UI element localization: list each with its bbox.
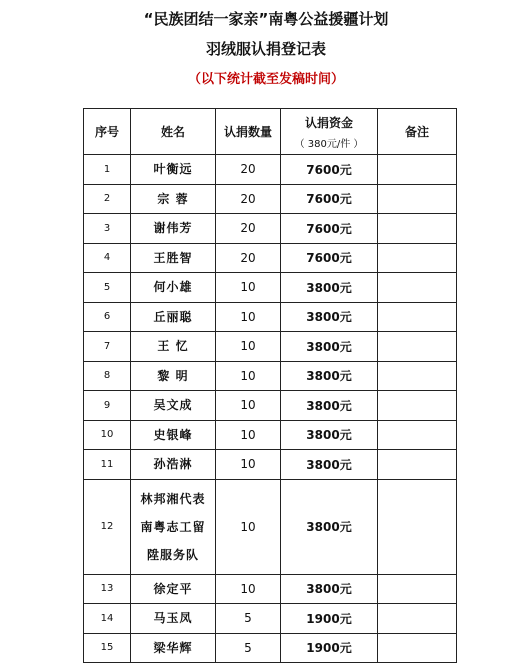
row-index: 3 — [84, 214, 131, 244]
row-quantity: 10 — [216, 302, 281, 332]
row-name-line: 王 忆 — [157, 339, 189, 354]
table-row — [84, 184, 457, 214]
row-amount: 1900元 — [281, 633, 378, 663]
column-header-funds-unit: （ 380元/件 ） — [294, 138, 364, 150]
row-index: 12 — [84, 479, 131, 574]
row-amount: 3800元 — [281, 574, 378, 604]
table-row — [84, 479, 457, 574]
row-name — [131, 361, 216, 391]
row-amount: 3800元 — [281, 391, 378, 421]
column-header-quantity: 认捐数量 — [216, 109, 281, 155]
row-index: 11 — [84, 450, 131, 480]
row-quantity: 10 — [216, 420, 281, 450]
row-index: 5 — [84, 273, 131, 303]
row-name-line: 谢伟芳 — [153, 221, 193, 236]
row-name — [131, 155, 216, 185]
row-remark — [378, 273, 457, 303]
row-name-line: 孙浩淋 — [153, 457, 193, 472]
row-name — [131, 243, 216, 273]
row-index: 13 — [84, 574, 131, 604]
row-amount: 3800元 — [281, 302, 378, 332]
table-row — [84, 420, 457, 450]
row-name-line: 宗 蓉 — [157, 191, 189, 206]
row-name — [131, 332, 216, 362]
column-header-funds-label: 认捐资金 — [304, 115, 353, 130]
row-name-line: 林邦湘代表 — [140, 491, 206, 506]
row-index: 14 — [84, 604, 131, 634]
table-row — [84, 361, 457, 391]
row-index: 1 — [84, 155, 131, 185]
row-name-line: 陞服务队 — [146, 547, 199, 562]
row-quantity: 10 — [216, 574, 281, 604]
row-name-line: 丘丽聪 — [153, 309, 193, 324]
row-amount: 3800元 — [281, 420, 378, 450]
row-name-line: 梁华辉 — [153, 640, 193, 655]
row-name — [131, 184, 216, 214]
row-quantity: 10 — [216, 391, 281, 421]
column-header-funds — [281, 109, 378, 155]
row-quantity: 20 — [216, 184, 281, 214]
row-quantity: 10 — [216, 273, 281, 303]
row-name-line: 王胜智 — [153, 250, 193, 265]
row-index: 9 — [84, 391, 131, 421]
column-header-remark: 备注 — [378, 109, 457, 155]
row-name-line: 史银峰 — [153, 427, 193, 442]
row-quantity: 20 — [216, 243, 281, 273]
table-row — [84, 214, 457, 244]
table-row — [84, 574, 457, 604]
row-name-line: 马玉凤 — [153, 611, 193, 626]
row-quantity: 10 — [216, 450, 281, 480]
row-quantity: 20 — [216, 214, 281, 244]
table-row — [84, 243, 457, 273]
row-name — [131, 214, 216, 244]
row-name-line: 黎 明 — [157, 368, 189, 383]
row-remark — [378, 420, 457, 450]
row-remark — [378, 633, 457, 663]
row-index: 10 — [84, 420, 131, 450]
table-row — [84, 155, 457, 185]
row-name-line: 叶衡远 — [153, 162, 193, 177]
row-quantity: 5 — [216, 604, 281, 634]
table-row — [84, 604, 457, 634]
row-name-line: 吴文成 — [153, 398, 193, 413]
row-name — [131, 273, 216, 303]
table-row — [84, 302, 457, 332]
donation-table — [83, 108, 457, 663]
table-header-row — [84, 109, 457, 155]
table-row — [84, 391, 457, 421]
row-amount: 7600元 — [281, 155, 378, 185]
row-index: 7 — [84, 332, 131, 362]
table-body — [84, 155, 457, 663]
row-name — [131, 479, 216, 574]
row-amount: 3800元 — [281, 273, 378, 303]
document-subtitle: 羽绒服认捐登记表 — [205, 40, 326, 58]
row-amount: 3800元 — [281, 332, 378, 362]
row-remark — [378, 155, 457, 185]
row-name — [131, 633, 216, 663]
row-name-line: 徐定平 — [153, 581, 193, 596]
statistics-note: （以下统计截至发稿时间） — [187, 72, 344, 87]
row-amount: 3800元 — [281, 479, 378, 574]
row-quantity: 20 — [216, 155, 281, 185]
row-remark — [378, 479, 457, 574]
row-index: 4 — [84, 243, 131, 273]
row-remark — [378, 243, 457, 273]
row-remark — [378, 361, 457, 391]
row-index: 6 — [84, 302, 131, 332]
row-amount: 7600元 — [281, 214, 378, 244]
row-remark — [378, 184, 457, 214]
row-name — [131, 391, 216, 421]
row-quantity: 5 — [216, 633, 281, 663]
row-name-line: 南粤志工留 — [140, 519, 206, 534]
row-remark — [378, 574, 457, 604]
row-remark — [378, 332, 457, 362]
row-quantity: 10 — [216, 332, 281, 362]
row-remark — [378, 302, 457, 332]
row-amount: 7600元 — [281, 243, 378, 273]
table-row — [84, 332, 457, 362]
row-remark — [378, 214, 457, 244]
row-amount: 3800元 — [281, 450, 378, 480]
row-name-line: 何小雄 — [153, 280, 193, 295]
row-name — [131, 302, 216, 332]
column-header-name: 姓名 — [131, 109, 216, 155]
row-index: 15 — [84, 633, 131, 663]
row-name — [131, 450, 216, 480]
row-amount: 7600元 — [281, 184, 378, 214]
row-name — [131, 604, 216, 634]
row-quantity: 10 — [216, 479, 281, 574]
row-remark — [378, 391, 457, 421]
row-quantity: 10 — [216, 361, 281, 391]
row-index: 8 — [84, 361, 131, 391]
table-row — [84, 450, 457, 480]
row-name — [131, 420, 216, 450]
row-amount: 3800元 — [281, 361, 378, 391]
row-index: 2 — [84, 184, 131, 214]
column-header-index: 序号 — [84, 109, 131, 155]
row-remark — [378, 450, 457, 480]
document-title: “民族团结一家亲”南粤公益援疆计划 — [143, 10, 389, 28]
row-name — [131, 574, 216, 604]
row-amount: 1900元 — [281, 604, 378, 634]
row-remark — [378, 604, 457, 634]
table-row — [84, 273, 457, 303]
table-row — [84, 633, 457, 663]
